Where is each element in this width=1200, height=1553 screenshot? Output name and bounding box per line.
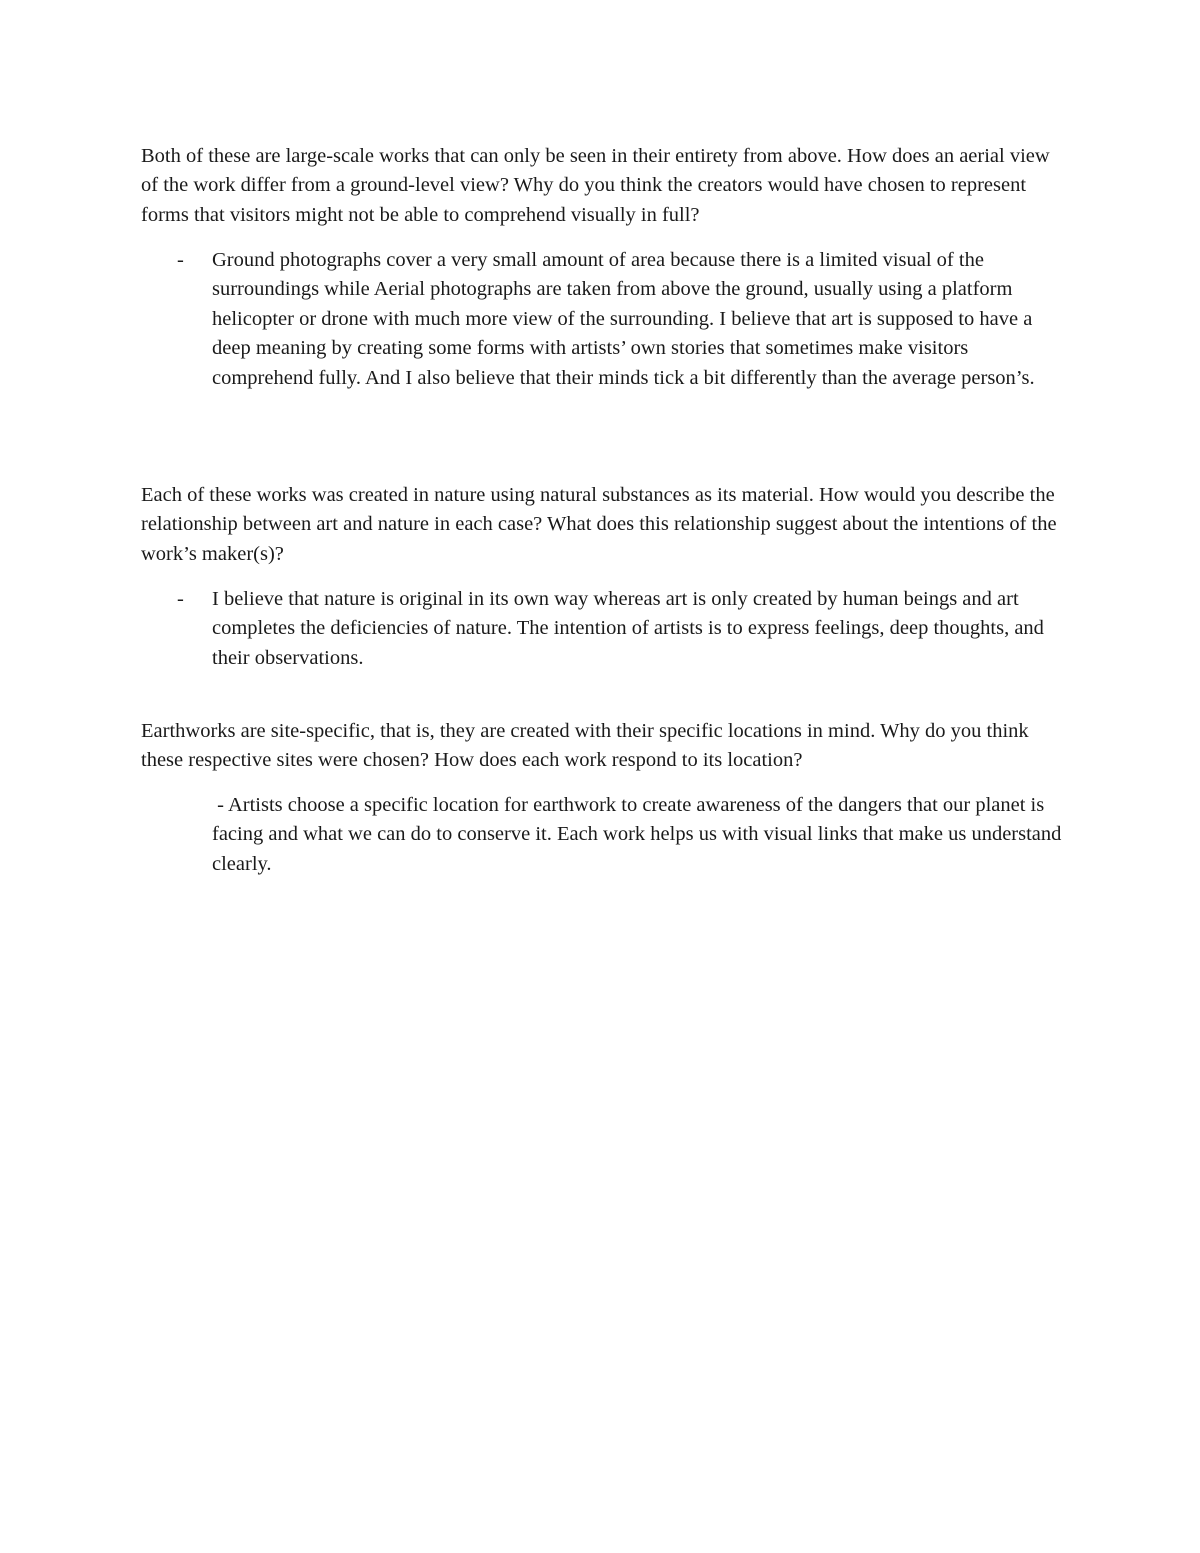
- answer-1-bullet: -: [177, 249, 184, 271]
- question-1-text: Both of these are large-scale works that can only be seen in their entirety from above. How does an aerial view of the work differ from a ground-level view? Why do you think the creators would have chosen to represent forms that visitors might not be able to comprehend visually in full?: [141, 145, 1050, 226]
- answer-3-text: - Artists choose a specific location for earthwork to create awareness of the dangers that our planet is facing and what we can do to conserve it. Each work helps us with visual links that make us understand clearly.: [212, 794, 1067, 875]
- answer-2-text: I believe that nature is original in its own way whereas art is only created by human beings and art completes the deficiencies of nature. The intention of artists is to express feelings, deep thoughts, and their observations.: [212, 588, 1044, 669]
- answer-2-bullet: -: [177, 588, 184, 610]
- question-3-text: Earthworks are site-specific, that is, they are created with their specific locations in mind. Why do you think these respective sites were chosen? How does each work respond to its location?: [141, 720, 1029, 772]
- question-2-text: Each of these works was created in nature using natural substances as its material. How would you describe the relationship between art and nature in each case? What does this relationship suggest about the intentions of the work’s maker(s)?: [141, 484, 1057, 565]
- answer-1-text: Ground photographs cover a very small amount of area because there is a limited visual of the surroundings while Aerial photographs are taken from above the ground, usually using a platform helicopter or drone with much more view of the surrounding. I believe that art is supposed to have a deep meaning by creating some forms with artists’ own stories that sometimes make visitors comprehend fully. And I also believe that their minds tick a bit differently than the average person’s.: [212, 249, 1035, 389]
